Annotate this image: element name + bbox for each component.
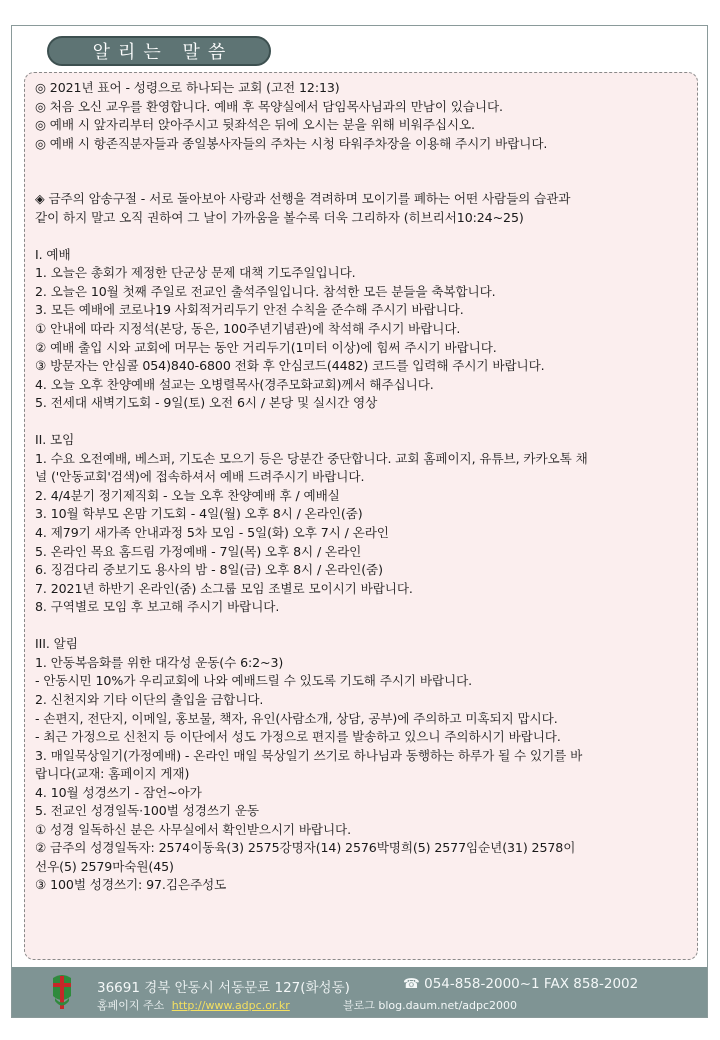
list-item: 3. 매일묵상일기(가정예배) - 온라인 매일 묵상일기 쓰기로 하나님과 동행하는 하루가 될 수 있기를 바 xyxy=(35,747,583,763)
footer-bar xyxy=(12,967,707,1017)
page-title: 알리는 말씀 xyxy=(47,36,271,66)
list-item: - 최근 가정으로 신천지 등 이단에서 성도 가정으로 편지를 발송하고 있으니 주의하시기 바랍니다. xyxy=(35,729,561,745)
list-item: ① 성경 일독하신 분은 사무실에서 확인받으시기 바랍니다. xyxy=(35,821,352,837)
section-heading-notices: III. 알림 xyxy=(35,636,78,652)
list-item: ② 금주의 성경일독자: 2574이동육(3) 2575강명자(14) 2576박명희(5) 2577임순년(31) 2578이 xyxy=(35,840,576,856)
section-heading-meetings: II. 모임 xyxy=(35,432,75,448)
notice-line: ◎ 처음 오신 교우를 환영합니다. 예배 후 목양실에서 담임목사님과의 만남이 있습니다. xyxy=(35,98,503,114)
memory-verse-line: ◈ 금주의 암송구절 - 서로 돌아보아 사랑과 선행을 격려하며 모이기를 폐하는 어떤 사람들의 습관과 xyxy=(35,191,571,207)
blog-address: 블로그 blog.daum.net/adpc2000 xyxy=(343,999,518,1012)
church-address: 36691 경북 안동시 서동문로 127(화성동) xyxy=(97,980,350,996)
list-item: 2. 4/4분기 정기제직회 - 오늘 오후 찬양예배 후 / 예배실 xyxy=(35,487,340,503)
list-item: 3. 10월 학부모 온맘 기도회 - 4일(월) 오후 8시 / 온라인(줌) xyxy=(35,506,363,522)
list-item: ① 안내에 따라 지정석(본당, 동은, 100주년기념관)에 착석해 주시기 바랍니다. xyxy=(35,321,461,337)
list-item: ③ 방문자는 안심콜 054)840-6800 전화 후 안심코드(4482) 코드를 입력해 주시기 바랍니다. xyxy=(35,358,545,374)
list-item: 3. 모든 예배에 코로나19 사회적거리두기 안전 수칙을 준수해 주시기 바랍니다. xyxy=(35,302,464,318)
list-item: 5. 전세대 새벽기도회 - 9일(토) 오전 6시 / 본당 및 실시간 영상 xyxy=(35,395,378,411)
announcements-box xyxy=(24,72,698,960)
list-item: 2. 오늘은 10월 첫째 주일로 전교인 출석주일입니다. 참석한 모든 분들을 축복합니다. xyxy=(35,283,496,299)
list-item: 1. 안동복음화를 위한 대각성 운동(수 6:2~3) xyxy=(35,654,284,670)
list-item: 랍니다(교재: 홈페이지 게재) xyxy=(35,766,190,782)
list-item: 4. 오늘 오후 찬양예배 설교는 오병렬목사(경주모화교회)께서 해주십니다. xyxy=(35,376,434,392)
list-item: ③ 100벌 성경쓰기: 97.김은주성도 xyxy=(35,877,227,893)
list-item: ② 예배 출입 시와 교회에 머무는 동안 거리두기(1미터 이상)에 힘써 주시기 바랍니다. xyxy=(35,339,497,355)
list-item: - 손편지, 전단지, 이메일, 홍보물, 책자, 유인(사람소개, 상담, 공부)에 주의하고 미혹되지 맙시다. xyxy=(35,710,558,726)
notice-line: ◎ 예배 시 항존직분자들과 종일봉사자들의 주차는 시청 타워주차장을 이용해 주시기 바랍니다. xyxy=(35,135,548,151)
list-item: - 안동시민 10%가 우리교회에 나와 예배드릴 수 있도록 기도해 주시기 바랍니다. xyxy=(35,673,473,689)
homepage-label: 홈페이지 주소 xyxy=(97,999,165,1012)
list-item: 1. 수요 오전예배, 베스퍼, 기도손 모으기 등은 당분간 중단합니다. 교회 홈페이지, 유튜브, 카카오톡 채 xyxy=(35,450,588,466)
section-heading-worship: I. 예배 xyxy=(35,246,71,262)
list-item: 5. 온라인 목요 홈드림 가정예배 - 7일(목) 오후 8시 / 온라인 xyxy=(35,543,362,559)
list-item: 2. 신천지와 기타 이단의 출입을 금합니다. xyxy=(35,691,264,707)
list-item: 1. 오늘은 총회가 제정한 단군상 문제 대책 기도주일입니다. xyxy=(35,265,356,281)
memory-verse-line: 같이 하지 말고 오직 권하여 그 날이 가까움을 볼수록 더욱 그리하자 (히브리서10:24~25) xyxy=(35,209,524,225)
homepage-link[interactable]: http://www.adpc.or.kr xyxy=(171,999,290,1012)
list-item: 6. 징검다리 중보기도 용사의 밤 - 8일(금) 오후 8시 / 온라인(줌) xyxy=(35,562,383,578)
list-item: 널 ('안동교회'검색)에 접속하셔서 예배 드려주시기 바랍니다. xyxy=(35,469,365,485)
notice-line: ◎ 2021년 표어 - 성령으로 하나되는 교회 (고전 12:13) xyxy=(35,80,340,95)
list-item: 4. 10월 성경쓰기 - 잠언~아가 xyxy=(35,784,202,800)
list-item: 4. 제79기 새가족 안내과정 5차 모임 - 5일(화) 오후 7시 / 온라인 xyxy=(35,525,389,541)
phone-fax: ☎ 054-858-2000~1 FAX 858-2002 xyxy=(403,976,639,992)
list-item: 선우(5) 2579마숙원(45) xyxy=(35,858,174,874)
list-item: 8. 구역별로 모임 후 보고해 주시기 바랍니다. xyxy=(35,599,280,615)
notice-line: ◎ 예배 시 앞자리부터 앉아주시고 뒷좌석은 뒤에 오시는 분을 위해 비워주십시오. xyxy=(35,117,475,133)
list-item: 5. 전교인 성경일독·100벌 성경쓰기 운동 xyxy=(35,803,259,819)
church-cross-logo-icon xyxy=(50,974,74,1010)
list-item: 7. 2021년 하반기 온라인(줌) 소그룹 모임 조별로 모이시기 바랍니다. xyxy=(35,580,413,596)
